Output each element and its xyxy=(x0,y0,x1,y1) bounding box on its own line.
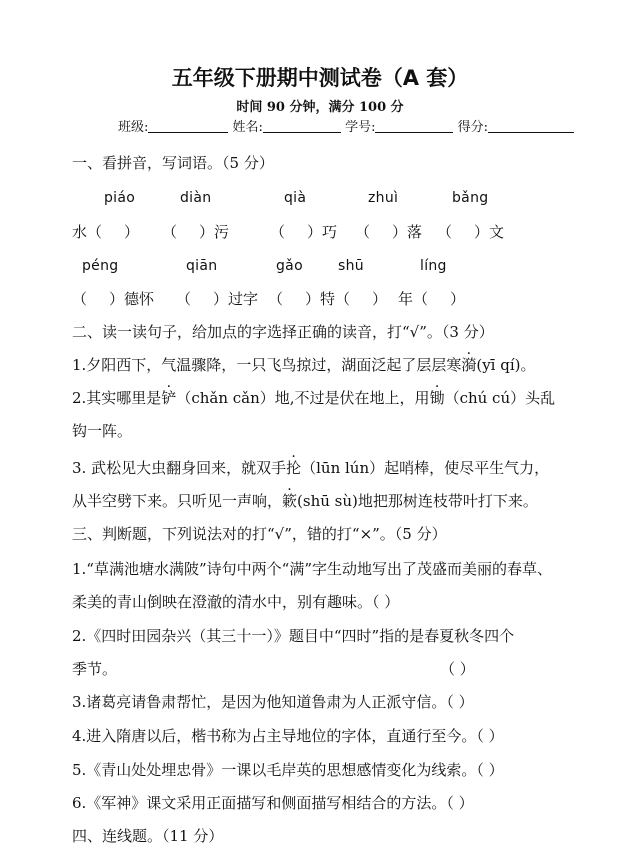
word-text: ）特（ xyxy=(305,290,351,308)
score-label: 得分: xyxy=(457,120,488,135)
exam-subtitle: 时间 90 分钟，满分 100 分 xyxy=(236,100,404,115)
word-text: ） xyxy=(450,290,466,308)
pronunciation-options[interactable]: (shū sù)地把那树连枝带叶打下来。 xyxy=(297,492,538,510)
word-row-1 xyxy=(72,221,139,242)
pronunciation-options[interactable]: （chǎn cǎn）地,不过是伏在地上，用 xyxy=(176,389,430,407)
section2-q3-line2 xyxy=(72,490,538,511)
pinyin: piáo xyxy=(104,190,136,206)
section3-heading: 三、判断题，下列说法对的打“√”，错的打“×”。（5 分） xyxy=(72,525,447,543)
pinyin: zhuì xyxy=(368,190,399,206)
score-blank[interactable] xyxy=(488,120,574,133)
id-label: 学号: xyxy=(345,120,376,135)
class-label: 班级: xyxy=(118,120,149,135)
word-row-1e xyxy=(437,221,504,242)
word-row-2b xyxy=(176,288,258,309)
word-text: ）过字 xyxy=(213,290,259,308)
word-text: ）文 xyxy=(474,223,505,241)
pronunciation-options[interactable]: (yī qí)。 xyxy=(476,356,536,374)
word-text: （ xyxy=(268,290,284,308)
section2-q3-line1 xyxy=(72,457,549,478)
word-row-2c xyxy=(268,288,387,309)
word-row-2d xyxy=(398,288,465,309)
section2-q1 xyxy=(72,354,536,375)
word-text: 水（ xyxy=(72,223,103,241)
word-row-2a xyxy=(72,288,154,309)
pinyin: shū xyxy=(338,258,364,274)
exam-title: 五年级下册期中测试卷（A 套） xyxy=(171,66,469,90)
class-blank[interactable] xyxy=(148,120,228,133)
name-label: 姓名: xyxy=(232,120,263,135)
pinyin: qiān xyxy=(186,258,218,274)
question-text: 3. 武松见大虫翻身回来，就双手 xyxy=(72,459,287,477)
section3-q2-line1: 2.《四时田园杂兴（其三十一）》题目中“四时”指的是春夏秋冬四个 xyxy=(72,627,515,645)
word-text: ） xyxy=(372,290,388,308)
word-row-1c xyxy=(270,221,337,242)
word-text: ）巧 xyxy=(307,223,338,241)
name-blank[interactable] xyxy=(263,120,341,133)
section2-q2 xyxy=(72,387,555,408)
word-text: 年（ xyxy=(398,290,429,308)
word-text: （ xyxy=(162,223,178,241)
word-text: （ xyxy=(270,223,286,241)
section3-q6[interactable]: 6.《军神》课文采用正面描写和侧面描写相结合的方法。（ ） xyxy=(72,794,474,812)
section3-q3[interactable]: 3.诸葛亮请鲁肃帮忙，是因为他知道鲁肃为人正派守信。（ ） xyxy=(72,693,474,711)
word-text: （ xyxy=(355,223,371,241)
section3-q1-line2[interactable]: 柔美的青山倒映在澄澈的清水中，别有趣味。（ ） xyxy=(72,593,400,611)
pinyin: líng xyxy=(420,258,447,274)
pinyin: bǎng xyxy=(452,190,489,206)
word-text: （ xyxy=(437,223,453,241)
question-text: 2.其实哪里是 xyxy=(72,389,162,407)
word-text: （ xyxy=(176,290,192,308)
pronunciation-options[interactable]: （lūn lún）起哨棒，使尽平生气力， xyxy=(301,459,550,477)
section1-heading: 一、看拼音，写词语。（5 分） xyxy=(72,154,274,172)
word-text: （ xyxy=(72,290,88,308)
word-text: ） xyxy=(124,223,140,241)
dotted-char: 抡 xyxy=(286,459,302,477)
section2-heading: 二、读一读句子，给加点的字选择正确的读音，打“√”。（3 分） xyxy=(72,323,494,341)
dotted-char: 漪 xyxy=(461,356,477,374)
pronunciation-options[interactable]: （chú cú）头乱 xyxy=(444,389,556,407)
dotted-char: 簌 xyxy=(282,492,298,510)
question-text: 1.夕阳西下，气温骤降，一只飞鸟掠过，湖面泛起了层层寒 xyxy=(72,356,462,374)
word-row-1d xyxy=(355,221,422,242)
answer-paren[interactable]: （ ） xyxy=(440,660,475,678)
pinyin: qià xyxy=(284,190,307,206)
section3-q2-line2: 季节。 xyxy=(72,660,118,678)
question-text: 从半空劈下来。只听见一声响， xyxy=(72,492,283,510)
word-row-1b xyxy=(162,221,229,242)
pinyin: diàn xyxy=(180,190,212,206)
id-blank[interactable] xyxy=(375,120,453,133)
word-text: ）落 xyxy=(392,223,423,241)
pinyin: péng xyxy=(82,258,119,274)
word-text: ）德怀 xyxy=(109,290,155,308)
section4-heading: 四、连线题。（11 分） xyxy=(72,827,224,845)
section3-q5[interactable]: 5.《青山处处埋忠骨》一课以毛岸英的思想感情变化为线索。（ ） xyxy=(72,761,504,779)
word-text: ）污 xyxy=(199,223,230,241)
dotted-char: 锄 xyxy=(429,389,445,407)
section3-q4[interactable]: 4.进入隋唐以后，楷书称为占主导地位的字体，直通行至今。（ ） xyxy=(72,727,504,745)
student-info-row xyxy=(118,116,574,135)
pinyin: gǎo xyxy=(276,258,303,274)
section2-q2-cont: 钩一阵。 xyxy=(72,422,133,440)
dotted-char: 铲 xyxy=(161,389,177,407)
section3-q1-line1: 1.“草满池塘水满陂”诗句中两个“满”字生动地写出了茂盛而美丽的春草、 xyxy=(72,560,552,578)
